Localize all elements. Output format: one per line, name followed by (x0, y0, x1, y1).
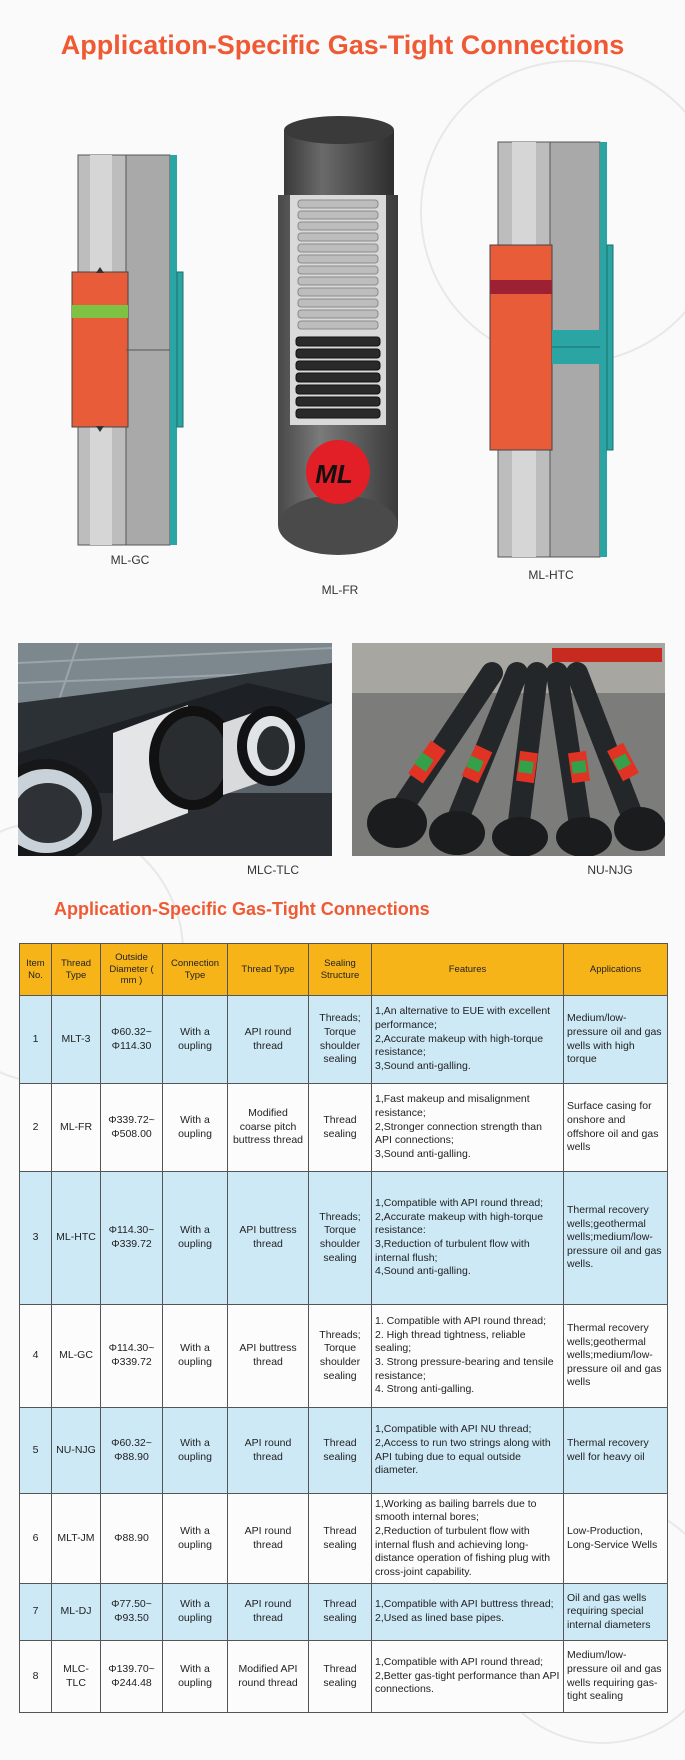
feature-line: 2,Accurate makeup with high-torque resistance; (375, 1032, 544, 1059)
cell-thread-type: MLT-JM (52, 1494, 101, 1584)
cell-sealing: Thread sealing (309, 1408, 372, 1494)
feature-line: 1,Compatible with API round thread; (375, 1656, 544, 1669)
table-row (20, 996, 668, 1084)
cell-features (372, 1641, 564, 1713)
cell-item: 6 (20, 1494, 52, 1584)
cell-thread: API round thread (228, 1408, 309, 1494)
cell-connection: With a oupling (163, 1641, 228, 1713)
cell-thread-type: ML-HTC (52, 1172, 101, 1305)
header-thread-type-2: Thread Type (228, 944, 309, 996)
cell-features (372, 1584, 564, 1641)
cell-applications: Oil and gas wells requiring special internal diameters (564, 1584, 668, 1641)
cell-applications: Medium/low-pressure oil and gas wells with high torque (564, 996, 668, 1084)
cell-thread-type: ML-DJ (52, 1584, 101, 1641)
feature-line: 2,Reduction of turbulent flow with internal flush and achieving long-distance operation of fishing plug with cross-joint capability. (375, 1524, 551, 1578)
feature-line: 3,Sound anti-galling. (375, 1147, 471, 1160)
ml-gc-diagram (70, 150, 190, 550)
table-row (20, 1084, 668, 1172)
cell-thread-type: MLT-3 (52, 996, 101, 1084)
cell-diameter: Φ60.32~ Φ88.90 (101, 1408, 163, 1494)
feature-line: 2,Stronger connection strength than API connections; (375, 1120, 542, 1147)
header-thread-type: Thread Type (52, 944, 101, 996)
feature-line: 1,An alternative to EUE with excellent performance; (375, 1005, 551, 1032)
cell-thread: API buttress thread (228, 1305, 309, 1408)
cell-features (372, 1084, 564, 1172)
feature-line: 3,Reduction of turbulent flow with internal flush; (375, 1238, 530, 1264)
cell-sealing: Thread sealing (309, 1494, 372, 1584)
ml-logo-text: ML (315, 459, 353, 489)
table-row (20, 1494, 668, 1584)
feature-line: 3. Strong pressure-bearing and tensile resistance; (375, 1356, 554, 1382)
cell-thread: API buttress thread (228, 1172, 309, 1305)
cell-applications: Medium/low-pressure oil and gas wells requiring gas-tight sealing (564, 1641, 668, 1713)
header-applications: Applications (564, 944, 668, 996)
feature-line: 3,Sound anti-galling. (375, 1059, 471, 1072)
cell-applications: Low-Production, Long-Service Wells (564, 1494, 668, 1584)
header-outside-diameter: Outside Diameter ( mm ) (101, 944, 163, 996)
feature-line: 1,Compatible with API NU thread; (375, 1423, 532, 1436)
feature-line: 2,Access to run two strings along with API tubing due to equal outside diameter. (375, 1436, 551, 1477)
nu-njg-photo (352, 643, 665, 856)
feature-line: 2,Used as lined base pipes. (375, 1612, 504, 1624)
cell-features (372, 1305, 564, 1408)
cell-diameter: Φ77.50~ Φ93.50 (101, 1584, 163, 1641)
mlc-tlc-photo (18, 643, 332, 856)
feature-line: 1,Working as bailing barrels due to smooth internal bores; (375, 1497, 537, 1524)
feature-line: 2,Better gas-tight performance than API connections. (375, 1669, 560, 1696)
header-sealing-structure: Sealing Structure (309, 944, 372, 996)
ml-htc-label: ML-HTC (528, 568, 574, 582)
cell-sealing: Threads; Torque shoulder sealing (309, 1305, 372, 1408)
cell-diameter: Φ139.70~ Φ244.48 (101, 1641, 163, 1713)
cell-item: 1 (20, 996, 52, 1084)
ml-htc-diagram (488, 140, 618, 560)
mlc-tlc-label: MLC-TLC (246, 863, 299, 877)
cell-thread-type: ML-FR (52, 1084, 101, 1172)
cell-item: 3 (20, 1172, 52, 1305)
feature-line: 1,Fast makeup and misalignment resistance; (375, 1093, 530, 1120)
cell-thread-type: MLC-TLC (52, 1641, 101, 1713)
cell-connection: With a oupling (163, 1494, 228, 1584)
cell-sealing: Thread sealing (309, 1584, 372, 1641)
cell-thread: Modified coarse pitch buttress thread (228, 1084, 309, 1172)
spec-table (19, 943, 668, 1713)
cell-thread: API round thread (228, 1494, 309, 1584)
ml-gc-label: ML-GC (110, 553, 150, 567)
cell-applications: Surface casing for onshore and offshore oil and gas wells (564, 1084, 668, 1172)
cell-item: 7 (20, 1584, 52, 1641)
cell-applications: Thermal recovery well for heavy oil (564, 1408, 668, 1494)
cell-connection: With a oupling (163, 1408, 228, 1494)
cell-features (372, 1494, 564, 1584)
table-row (20, 1641, 668, 1713)
table-row (20, 1408, 668, 1494)
page-title: Application-Specific Gas-Tight Connections (60, 30, 625, 60)
feature-line: 2. High thread tightness, reliable sealing; (375, 1328, 526, 1355)
cell-connection: With a oupling (163, 996, 228, 1084)
cell-sealing: Thread sealing (309, 1084, 372, 1172)
cell-item: 2 (20, 1084, 52, 1172)
cell-item: 5 (20, 1408, 52, 1494)
feature-line: 2,Accurate makeup with high-torque resistance: (375, 1210, 544, 1237)
feature-line: 4,Sound anti-galling. (375, 1265, 471, 1278)
cell-diameter: Φ88.90 (101, 1494, 163, 1584)
cell-diameter: Φ339.72~ Φ508.00 (101, 1084, 163, 1172)
cell-thread-type: NU-NJG (52, 1408, 101, 1494)
cell-diameter: Φ60.32~ Φ114.30 (101, 996, 163, 1084)
cell-item: 4 (20, 1305, 52, 1408)
cell-item: 8 (20, 1641, 52, 1713)
header-features: Features (372, 944, 564, 996)
cell-sealing: Thread sealing (309, 1641, 372, 1713)
cell-features (372, 1408, 564, 1494)
cell-sealing: Threads; Torque shoulder sealing (309, 996, 372, 1084)
ml-fr-label: ML-FR (321, 583, 359, 597)
section-title: Application-Specific Gas-Tight Connections (54, 899, 430, 919)
cell-diameter: Φ114.30~ Φ339.72 (101, 1172, 163, 1305)
cell-diameter: Φ114.30~ Φ339.72 (101, 1305, 163, 1408)
nu-njg-label: NU-NJG (587, 863, 633, 877)
ml-fr-diagram (272, 115, 404, 565)
feature-line: 1,Compatible with API buttress thread; (375, 1598, 554, 1611)
cell-thread: API round thread (228, 996, 309, 1084)
table-row (20, 1172, 668, 1305)
cell-thread: API round thread (228, 1584, 309, 1641)
cell-connection: With a oupling (163, 1305, 228, 1408)
table-row (20, 1305, 668, 1408)
cell-connection: With a oupling (163, 1084, 228, 1172)
cell-connection: With a oupling (163, 1584, 228, 1641)
feature-line: 1. Compatible with API round thread; (375, 1315, 547, 1328)
table-header-row (20, 944, 668, 996)
header-connection-type: Connection Type (163, 944, 228, 996)
header-item-no: Item No. (20, 944, 52, 996)
cell-applications: Thermal recovery wells;geothermal wells;medium/low-pressure oil and gas wells. (564, 1172, 668, 1305)
cell-sealing: Threads; Torque shoulder sealing (309, 1172, 372, 1305)
table-row (20, 1584, 668, 1641)
cell-features (372, 996, 564, 1084)
feature-line: 4. Strong anti-galling. (375, 1383, 475, 1396)
feature-line: 1,Compatible with API round thread; (375, 1197, 544, 1210)
cell-features (372, 1172, 564, 1305)
cell-applications: Thermal recovery wells;geothermal wells;medium/low-pressure oil and gas wells (564, 1305, 668, 1408)
cell-connection: With a oupling (163, 1172, 228, 1305)
cell-thread: Modified API round thread (228, 1641, 309, 1713)
cell-thread-type: ML-GC (52, 1305, 101, 1408)
